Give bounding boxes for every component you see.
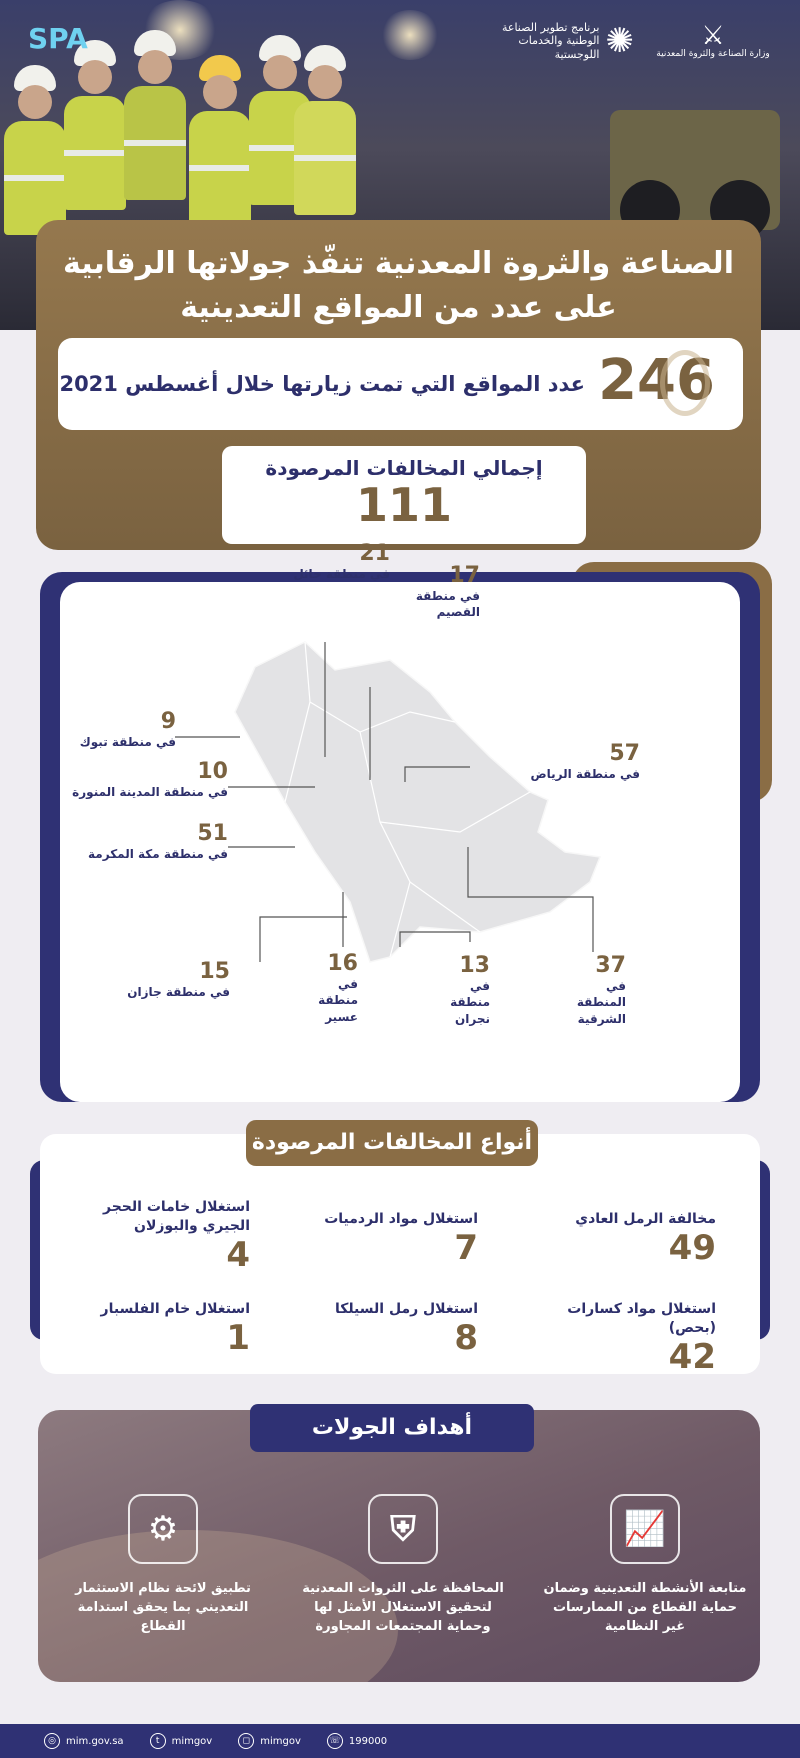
- twitter-icon: t: [150, 1733, 166, 1749]
- violation-types-card: [40, 1134, 760, 1377]
- document-gear-icon: ⚙: [128, 1494, 198, 1564]
- region-tabuk: 9 في منطقة تبوك: [79, 709, 176, 750]
- footer-website[interactable]: ◎ mim.gov.sa: [44, 1733, 124, 1749]
- program-logo-text: برنامج تطوير الصناعة الوطنية والخدمات اللوجستية: [501, 20, 600, 62]
- region-jazan: 15 في منطقة جازان: [127, 959, 230, 1000]
- violation-types-title: أنواع المخالفات المرصودة: [246, 1120, 538, 1166]
- total-violations-label: إجمالي المخالفات المرصودة: [265, 456, 543, 480]
- chart-magnifier-icon: 📈: [610, 1494, 680, 1564]
- palm-swords-icon: ⚔: [701, 20, 725, 51]
- violation-type: استغلال خامات الحجر الجيري والبوزلان 4: [103, 1199, 250, 1275]
- region-riyadh: 57 في منطقة الرياض: [530, 741, 640, 782]
- region-makkah: 51 في منطقة مكة المكرمة: [88, 821, 228, 862]
- goal-item: ⚙ تطبيق لائحة نظام الاستثمار التعديني بما يحقق استدامة القطاع: [58, 1494, 268, 1637]
- worker-figure: [120, 30, 190, 200]
- spa-logo: SPA: [28, 22, 88, 55]
- sites-visited-value: 246: [598, 348, 715, 413]
- region-madinah: 10 في منطقة المدينة المنورة: [72, 759, 228, 800]
- total-violations-box: [222, 446, 586, 544]
- violation-type: مخالفة الرمل العادي 49: [575, 1211, 716, 1268]
- region-eastern: 37 في المنطقة الشرقية: [576, 953, 626, 1026]
- violation-type: استغلال خام الفلسبار 1: [100, 1301, 250, 1358]
- program-logo: [490, 20, 635, 63]
- worker-figure: [290, 45, 360, 215]
- goal-item: 📈 متابعة الأنشطة التعدينية وضمان حماية القطاع من الممارسات غير النظامية: [540, 1494, 750, 1637]
- violation-type: استغلال مواد الردميات 7: [324, 1211, 478, 1268]
- footer-twitter[interactable]: t mimgov: [150, 1733, 213, 1749]
- sites-visited-label: عدد المواقع التي تمت زيارتها خلال أغسطس 2021: [59, 372, 585, 396]
- goals-title: أهداف الجولات: [250, 1404, 534, 1452]
- footer-phone[interactable]: ☏ 199000: [327, 1733, 387, 1749]
- violation-type: استغلال مواد كسارات (بحص) 42: [567, 1301, 716, 1377]
- region-hail: 21 في منطقة حائل: [293, 541, 390, 582]
- total-violations-value: 111: [355, 478, 453, 532]
- globe-icon: ◎: [44, 1733, 60, 1749]
- instagram-icon: ◻: [238, 1733, 254, 1749]
- goal-item: ⛨ المحافظة على الثروات المعدنية لتحقيق الاستغلال الأمثل لها وحماية المجتمعات المجاورة: [298, 1494, 508, 1637]
- headline-line-1: الصناعة والثروة المعدنية تنفّذ جولاتها الرقابية: [63, 246, 734, 281]
- shield-icon: ⛨: [368, 1494, 438, 1564]
- region-najran: 13 في منطقة نجران: [450, 953, 490, 1026]
- ministry-logo: [648, 20, 778, 60]
- headline-line-2: على عدد من المواقع التعدينية: [180, 289, 617, 325]
- region-asir: 16 في منطقة عسير: [318, 951, 358, 1024]
- footer-bar: [0, 1724, 800, 1758]
- emblem-icon: ✺: [605, 21, 634, 61]
- saudi-map-shape: [235, 642, 600, 962]
- ministry-logo-text: وزارة الصناعة والثروة المعدنية: [656, 48, 770, 59]
- ring-icon: [660, 350, 710, 416]
- sites-visited-box: [58, 338, 743, 430]
- headline: [36, 242, 761, 329]
- violation-type: استغلال رمل السيلكا 8: [334, 1301, 478, 1358]
- mining-truck: [610, 110, 780, 230]
- phone-icon: ☏: [327, 1733, 343, 1749]
- footer-instagram[interactable]: ◻ mimgov: [238, 1733, 301, 1749]
- regions-map-card: [60, 541, 740, 1102]
- region-qassim: 17 في منطقة القصيم: [415, 563, 480, 620]
